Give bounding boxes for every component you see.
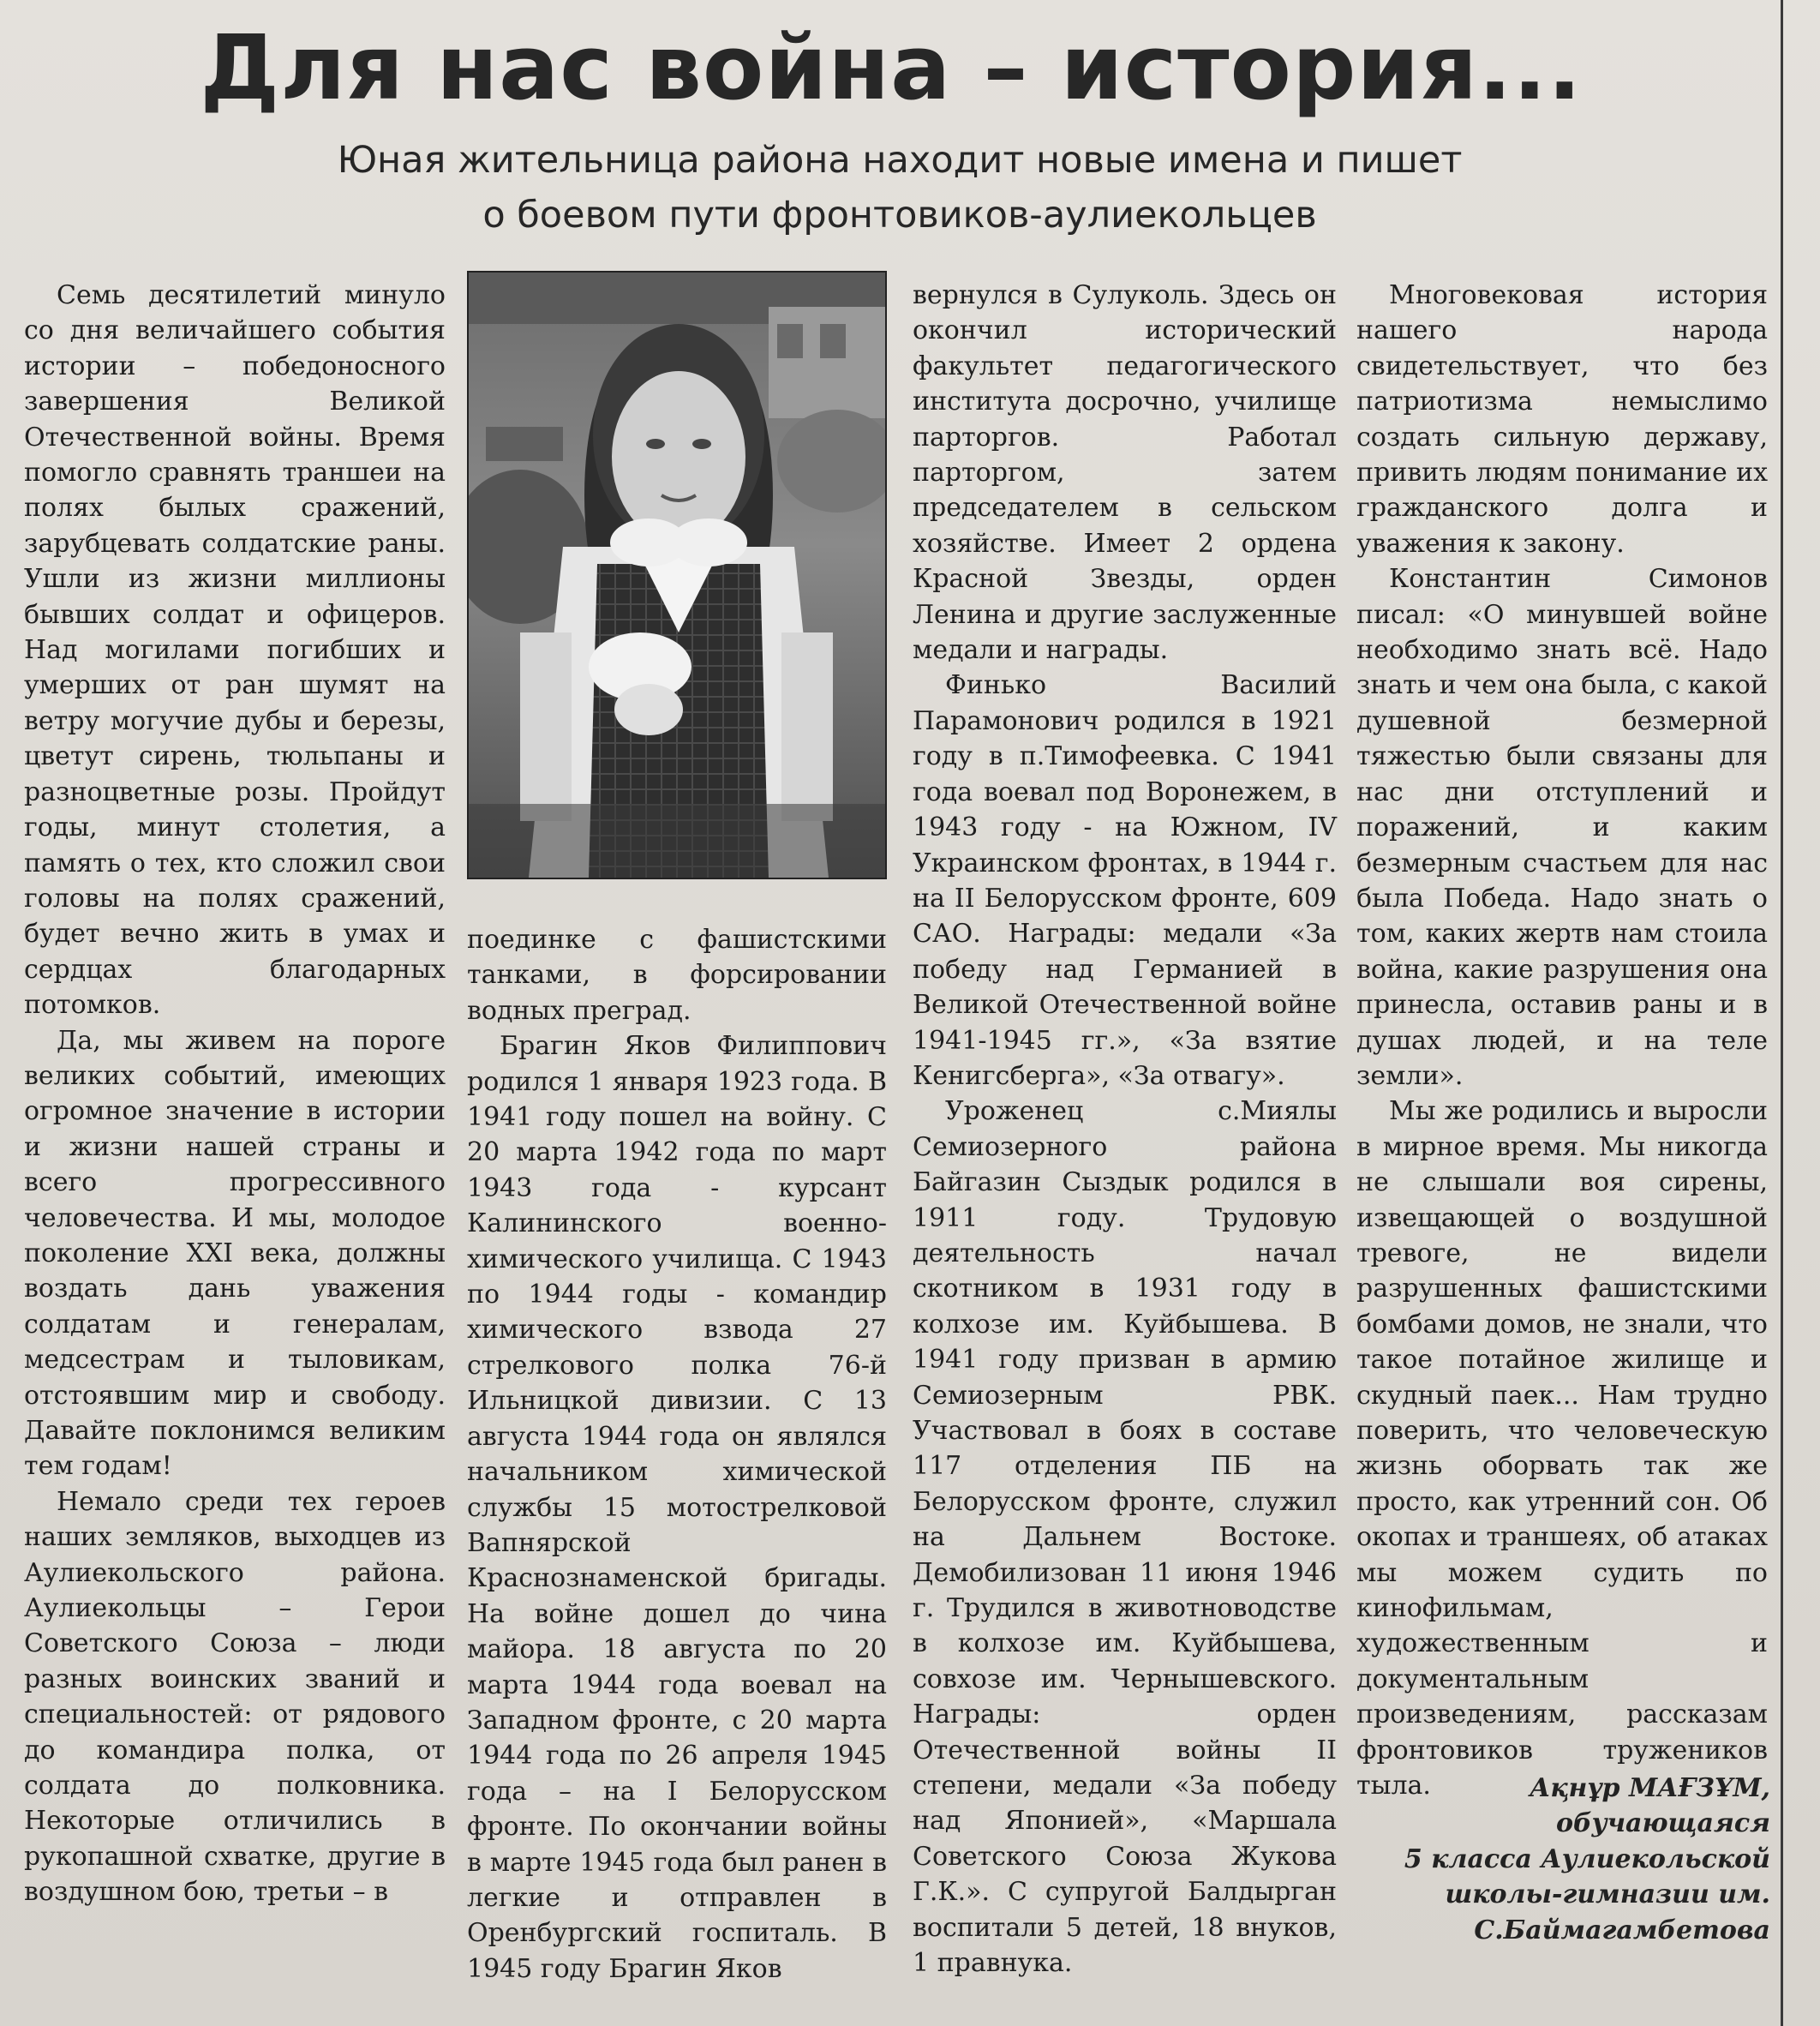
author-line: С.Баймагамбетова <box>1474 1915 1770 1945</box>
paragraph: поединке с фашистскими танками, в форсировании водных преград. <box>467 925 887 1026</box>
paragraph: Константин Симонов писал: «О минувшей войне необходимо знать всё. Надо знать и чем она была, с какой душевной безмерной тяжестью были связаны для нас дни отступлений и поражений, и каким безмерным счастьем для нас была Победа. Надо знать о том, каких жертв нам стоила война, какие разрушения она принесла, оставив раны и в душах людей, и на теле земли». <box>1356 564 1768 1091</box>
paragraph: Да, мы живем на пороге великих событий, имеющих огромное значение в истории и жизни нашей страны и всего прогрессивного человечества. И мы, молодое поколение XXI века, должны воздать дань уважения солдатам и генералам, медсестрам и тыловикам, отстоявшим мир и свободу. Давайте поклонимся великим тем годам! <box>24 1025 446 1482</box>
paragraph: Брагин Яков Филиппович родился 1 января 1923 года. В 1941 году пошел на войну. С 20 марта 1942 года по март 1943 года - курсант Калининского военно-химического училища. С 1943 по 1944 годы - командир химического взвода 27 стрелкового полка 76-й Ильницкой дивизии. С 13 августа 1944 года он являлся начальником химической службы 15 мотострелковой Вапнярской Краснознаменской бригады. На войне дошел до чина майора. 18 августа по 20 марта 1944 года воевал на Западном фронте, с 20 марта 1944 года по 26 апреля 1945 года – на I Белорусском фронте. По окончании войны в марте 1945 года был ранен в легкие и отправлен в Оренбургский госпиталь. В 1945 году Брагин Яков <box>467 1031 887 1984</box>
article-column-4 <box>1356 278 1768 1803</box>
subtitle-line-1: Юная жительница района находит новые имена и пишет <box>337 139 1463 182</box>
girl-portrait-photo-icon <box>467 271 887 879</box>
author-name: Ақнұр МАҒЗҰМ, <box>1529 1773 1770 1803</box>
paragraph: Финько Василий Парамонович родился в 1921 году в п.Тимофеевка. С 1941 года воевал под Воронежем, в 1943 году - на Южном, IV Украинском фронтах, в 1944 г. на II Белорусском фронте, 609 САО. Награды: медали «За победу над Германией в Великой Отечественной войне 1941-1945 гг.», «За взятие Кенигсберга», «За отвагу». <box>913 670 1337 1091</box>
article-column-1 <box>24 278 446 1910</box>
page-edge-rule <box>1781 0 1783 2026</box>
paragraph: Многовековая история нашего народа свидетельствует, что без патриотизма немыслимо создать сильную державу, привить людям понимание их гражданского долга и уважения к закону. <box>1356 280 1768 559</box>
author-signature <box>1356 1771 1770 1948</box>
author-line: школы-гимназии им. <box>1445 1879 1770 1910</box>
paragraph: вернулся в Сулуколь. Здесь он окончил исторический факультет педагогического института досрочно, училище парторгов. Работал парторгом, затем председателем в сельском хозяйстве. Имеет 2 ордена Красной Звезды, орден Ленина и другие заслуженные медали и награды. <box>913 280 1337 666</box>
paragraph: Уроженец с.Миялы Семиозерного района Байгазин Сыздык родился в 1911 году. Трудовую деятельность начал скотником в 1931 году в колхозе им. Куйбышева. В 1941 году призван в армию Семиозерным РВК. Участвовал в боях в составе 117 отделения ПБ на Белорусском фронте, служил на Дальнем Востоке. Демобилизован 11 июня 1946 г. Трудился в животноводстве в колхозе им. Куйбышева, совхозе им. Чернышевского. Награды: орден Отечественной войны II степени, медали «За победу над Японией», «Маршала Советского Союза Жукова Г.К.». С супругой Балдырган воспитали 5 детей, 18 внуков, 1 правнука. <box>913 1096 1337 1979</box>
article-subtitle <box>171 133 1628 243</box>
paragraph: Семь десятилетий минуло со дня величайшего события истории – победоносного завершения Великой Отечественной войны. Время помогло сравнять траншеи на полях былых сражений, зарубцевать солдатские раны. Ушли из жизни миллионы бывших солдат и офицеров. Над могилами погибших и умерших от ран шумят на ветру могучие дубы и березы, цветут сирень, тюльпаны и разноцветные розы. Пройдут годы, минут столетия, а память о тех, кто сложил свои головы на полях сражений, будет вечно жить в умах и сердцах благодарных потомков. <box>24 280 446 1021</box>
paragraph: Мы же родились и выросли в мирное время. Мы никогда не слышали воя сирены, извещающей о воздушной тревоге, не видели разрушенных фашистскими бомбами домов, не знали, что такое потайное жилище и скудный паек... Нам трудно поверить, что человеческую жизнь оборвать так же просто, как утренний сон. Об окопах и траншеях, об атаках мы можем судить по кинофильмам, художественным и документальным произведениям, рассказам фронтовиков тружеников тыла. <box>1356 1096 1768 1801</box>
author-line: 5 класса Аулиекольской <box>1404 1843 1770 1874</box>
subtitle-line-2: о боевом пути фронтовиков-аулиекольцев <box>482 194 1317 237</box>
article-column-2 <box>467 922 887 1987</box>
article-title: Для нас война – история... <box>200 15 1583 120</box>
paragraph: Немало среди тех героев наших земляков, выходцев из Аулиекольского района. Аулиекольцы – Герои Советского Союза – люди разных воинских званий и специальностей: от рядового до командира полка, от солдата до полковника. Некоторые отличились в рукопашной схватке, другие в воздушном бою, третьи – в <box>24 1486 446 1908</box>
author-line: обучающаяся <box>1555 1808 1770 1839</box>
article-column-3 <box>913 278 1337 1981</box>
